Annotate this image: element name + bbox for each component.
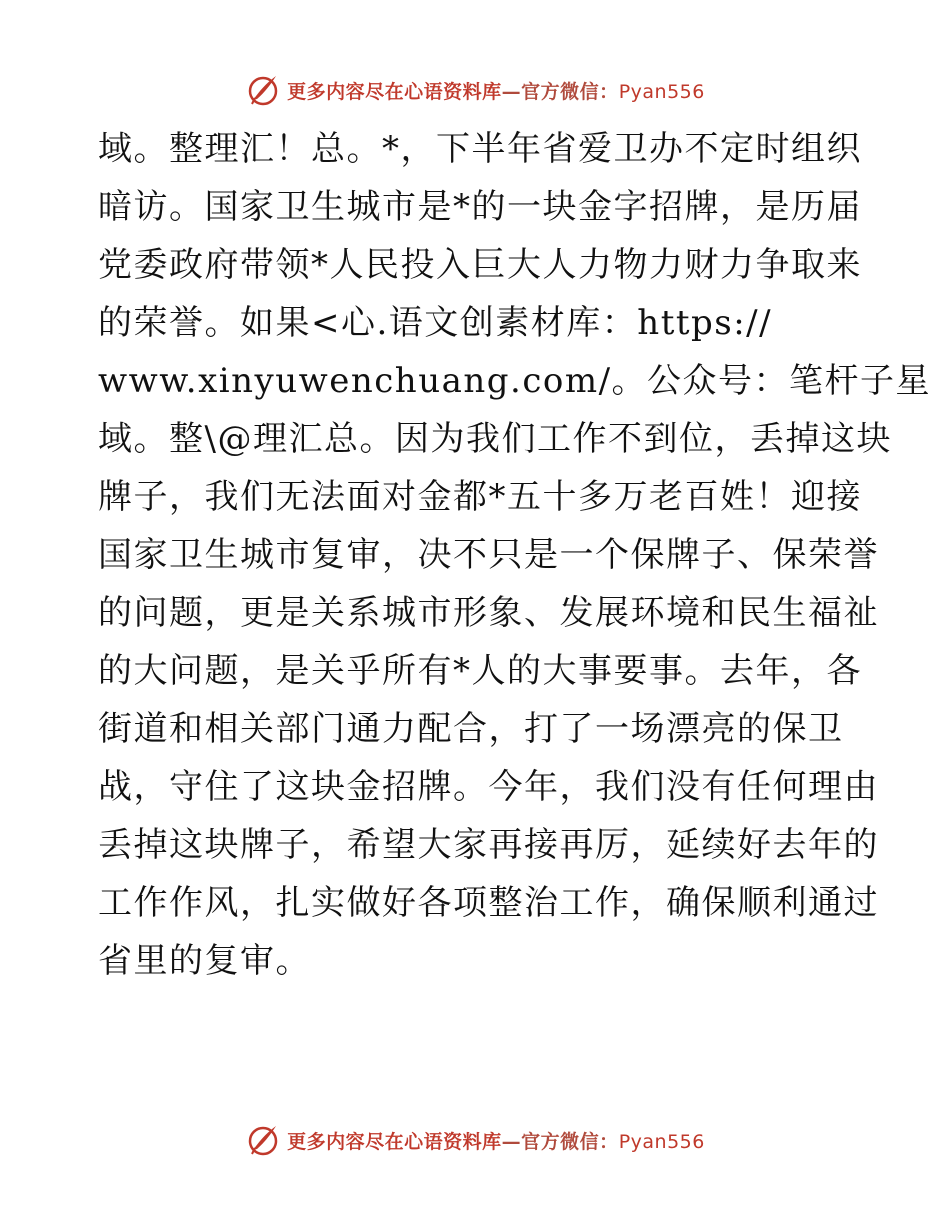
body-line: 的荣誉。如果<心.语文创素材库：https:// (98, 303, 773, 343)
header-dash: — (501, 80, 522, 103)
body-line: 党委政府带领*人民投入巨大人力物力财力争取来 (98, 245, 862, 285)
header-brand-text: 更多内容尽在心语资料库 (287, 80, 502, 103)
body-line: 省里的复审。 (98, 941, 311, 981)
body-line: 的问题，更是关系城市形象、发展环境和民生福祉 (98, 593, 879, 633)
document-body (98, 120, 932, 990)
footer-banner (0, 1120, 950, 1160)
body-line: 牌子，我们无法面对金都*五十多万老百姓！迎接 (98, 477, 862, 517)
body-line: 域。整理汇！总。*，下半年省爱卫办不定时组织 (98, 129, 862, 169)
footer-wechat-label: 官方微信： (521, 1130, 619, 1153)
footer-brand-text: 更多内容尽在心语资料库 (287, 1130, 502, 1153)
header-wechat-label: 官方微信： (521, 80, 619, 103)
header-text (287, 77, 705, 104)
body-line: 暗访。国家卫生城市是*的一块金字招牌，是历届 (98, 187, 862, 227)
body-line: 国家卫生城市复审，决不只是一个保牌子、保荣誉 (98, 535, 879, 575)
body-line: 丢掉这块牌子，希望大家再接再厉，延续好去年的 (98, 825, 879, 865)
quill-logo-icon (245, 72, 281, 108)
header-banner (0, 70, 950, 110)
body-line: 域。整\@理汇总。因为我们工作不到位，丢掉这块 (98, 419, 892, 459)
quill-logo-icon (245, 1122, 281, 1158)
body-line: www.xinyuwenchuang.com/。公众号：笔杆子星 (98, 361, 932, 401)
body-line: 的大问题，是关乎所有*人的大事要事。去年，各 (98, 651, 862, 691)
footer-dash: — (501, 1130, 522, 1153)
body-line: 街道和相关部门通力配合，打了一场漂亮的保卫 (98, 709, 844, 749)
footer-wechat-id: Pyan556 (618, 1130, 705, 1153)
footer-text (287, 1127, 705, 1154)
header-wechat-id: Pyan556 (618, 80, 705, 103)
body-line: 工作作风，扎实做好各项整治工作，确保顺利通过 (98, 883, 879, 923)
body-line: 战，守住了这块金招牌。今年，我们没有任何理由 (98, 767, 879, 807)
